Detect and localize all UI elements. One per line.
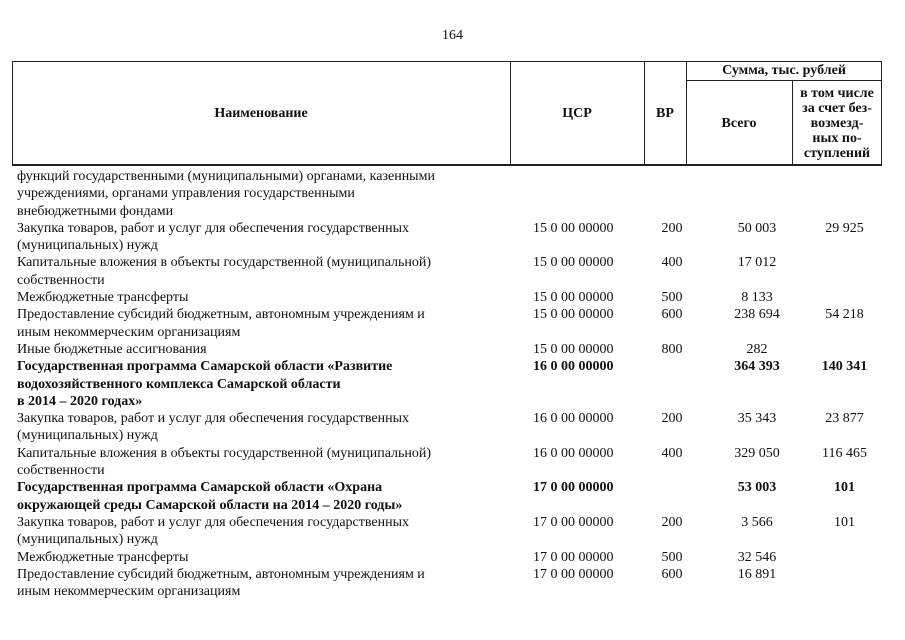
row-vr: 200 bbox=[661, 514, 683, 530]
row-total: 32 546 bbox=[737, 549, 777, 565]
page-number: 164 bbox=[442, 28, 463, 43]
row-name-line: Капитальные вложения в объекты государственной (муниципальной) bbox=[17, 255, 432, 271]
row-vr: 500 bbox=[661, 290, 683, 306]
row-name bbox=[17, 358, 493, 410]
row-csr: 17 0 00 00000 bbox=[533, 514, 614, 530]
row-name-line: Предоставление субсидий бюджетным, автономным учреждениям и bbox=[17, 566, 425, 582]
table-row bbox=[17, 566, 882, 601]
row-name-line: собственности bbox=[17, 272, 105, 288]
row-csr: 15 0 00 00000 bbox=[533, 220, 614, 236]
row-name-line: Государственная программа Самарской области «Развитие bbox=[17, 359, 393, 375]
row-name bbox=[17, 445, 493, 480]
row-name-line: Предоставление субсидий бюджетным, автономным учреждениям и bbox=[17, 307, 425, 323]
row-total: 364 393 bbox=[734, 359, 780, 375]
row-name-line: окружающей среды Самарской области на 2014 – 2020 годы» bbox=[17, 497, 403, 513]
row-vr: 600 bbox=[661, 307, 683, 323]
row-csr: 16 0 00 00000 bbox=[533, 445, 614, 461]
row-vr: 200 bbox=[661, 220, 683, 236]
row-csr: 15 0 00 00000 bbox=[533, 290, 614, 306]
row-name bbox=[17, 479, 493, 514]
row-name-line: в 2014 – 2020 годах» bbox=[17, 393, 143, 409]
row-name-line: (муниципальных) нужд bbox=[17, 428, 158, 444]
row-csr: 16 0 00 00000 bbox=[533, 411, 614, 427]
row-vr: 200 bbox=[661, 411, 683, 427]
row-total: 35 343 bbox=[737, 411, 777, 427]
header-including bbox=[793, 81, 881, 165]
row-csr: 17 0 00 00000 bbox=[533, 566, 614, 582]
row-name-line: собственности bbox=[17, 463, 105, 479]
header-including-line: за счет без- bbox=[802, 100, 872, 116]
row-name-line: Межбюджетные трансферты bbox=[17, 290, 189, 306]
row-name-line: учреждениями, органами управления государственными bbox=[17, 186, 355, 202]
row-name bbox=[17, 254, 493, 289]
header-vr: ВР bbox=[656, 105, 674, 121]
row-csr: 15 0 00 00000 bbox=[533, 307, 614, 323]
row-including: 29 925 bbox=[825, 220, 864, 236]
table-row bbox=[17, 445, 882, 480]
header-including-line: возмезд- bbox=[810, 115, 864, 131]
row-total: 17 012 bbox=[737, 255, 777, 271]
table-body bbox=[17, 168, 882, 600]
row-name-line: водохозяйственного комплекса Самарской области bbox=[17, 376, 341, 392]
table-row bbox=[17, 514, 882, 549]
row-total: 3 566 bbox=[741, 514, 773, 530]
row-csr: 15 0 00 00000 bbox=[533, 341, 614, 357]
row-including: 116 465 bbox=[822, 445, 867, 461]
row-name-line: (муниципальных) нужд bbox=[17, 238, 158, 254]
row-total: 53 003 bbox=[737, 480, 777, 496]
row-including: 101 bbox=[834, 514, 855, 530]
table-row bbox=[17, 410, 882, 445]
row-total: 238 694 bbox=[734, 307, 780, 323]
row-total: 282 bbox=[746, 341, 768, 357]
table-row bbox=[17, 220, 882, 255]
row-csr: 16 0 00 00000 bbox=[533, 359, 614, 375]
table-row bbox=[17, 168, 882, 220]
header-including-line: ступлений bbox=[803, 145, 871, 161]
row-total: 50 003 bbox=[737, 220, 777, 236]
row-name-line: иным некоммерческим организациям bbox=[17, 324, 241, 340]
row-name-line: Межбюджетные трансферты bbox=[17, 549, 189, 565]
header-total: Всего bbox=[721, 115, 757, 131]
row-name bbox=[17, 168, 493, 220]
row-name-line: Закупка товаров, работ и услуг для обеспечения государственных bbox=[17, 411, 410, 427]
row-name-line: Государственная программа Самарской области «Охрана bbox=[17, 480, 383, 496]
program-row bbox=[17, 358, 882, 410]
row-csr: 17 0 00 00000 bbox=[533, 549, 614, 565]
row-name bbox=[17, 341, 493, 358]
row-including: 140 341 bbox=[821, 359, 868, 375]
table-header bbox=[12, 61, 882, 165]
program-row bbox=[17, 479, 882, 514]
row-including: 54 218 bbox=[825, 307, 864, 323]
row-vr: 500 bbox=[661, 549, 683, 565]
row-csr: 15 0 00 00000 bbox=[533, 255, 614, 271]
row-name-line: иным некоммерческим организациям bbox=[17, 584, 241, 600]
table-row bbox=[17, 306, 882, 341]
row-name bbox=[17, 549, 493, 566]
header-including-line: в том числе bbox=[800, 85, 874, 101]
row-name bbox=[17, 410, 493, 445]
row-name bbox=[17, 289, 493, 306]
table-row bbox=[17, 341, 882, 358]
row-vr: 400 bbox=[661, 255, 683, 271]
row-name bbox=[17, 514, 493, 549]
row-including: 23 877 bbox=[825, 411, 864, 427]
row-total: 16 891 bbox=[737, 566, 777, 582]
header-csr: ЦСР bbox=[562, 105, 592, 121]
header-sum: Сумма, тыс. рублей bbox=[722, 63, 846, 78]
row-vr: 600 bbox=[661, 566, 683, 582]
row-name-line: Закупка товаров, работ и услуг для обеспечения государственных bbox=[17, 220, 410, 236]
row-name-line: Капитальные вложения в объекты государственной (муниципальной) bbox=[17, 445, 432, 461]
row-name bbox=[17, 306, 493, 341]
row-name bbox=[17, 220, 493, 255]
table-row bbox=[17, 254, 882, 289]
row-csr: 17 0 00 00000 bbox=[533, 480, 614, 496]
row-vr: 400 bbox=[661, 445, 683, 461]
table-row bbox=[17, 549, 882, 566]
row-name-line: Иные бюджетные ассигнования bbox=[17, 341, 207, 357]
row-total: 8 133 bbox=[741, 290, 773, 306]
header-name: Наименование bbox=[214, 105, 308, 121]
table-row bbox=[17, 289, 882, 306]
row-total: 329 050 bbox=[734, 445, 780, 461]
header-including-line: ных по- bbox=[812, 130, 862, 146]
row-name-line: (муниципальных) нужд bbox=[17, 532, 158, 548]
row-name-line: внебюджетными фондами bbox=[17, 203, 174, 219]
row-including: 101 bbox=[834, 480, 855, 496]
row-vr: 800 bbox=[661, 341, 683, 357]
row-name bbox=[17, 566, 493, 601]
row-name-line: функций государственными (муниципальными) органами, казенными bbox=[17, 169, 435, 184]
row-name-line: Закупка товаров, работ и услуг для обеспечения государственных bbox=[17, 514, 410, 530]
